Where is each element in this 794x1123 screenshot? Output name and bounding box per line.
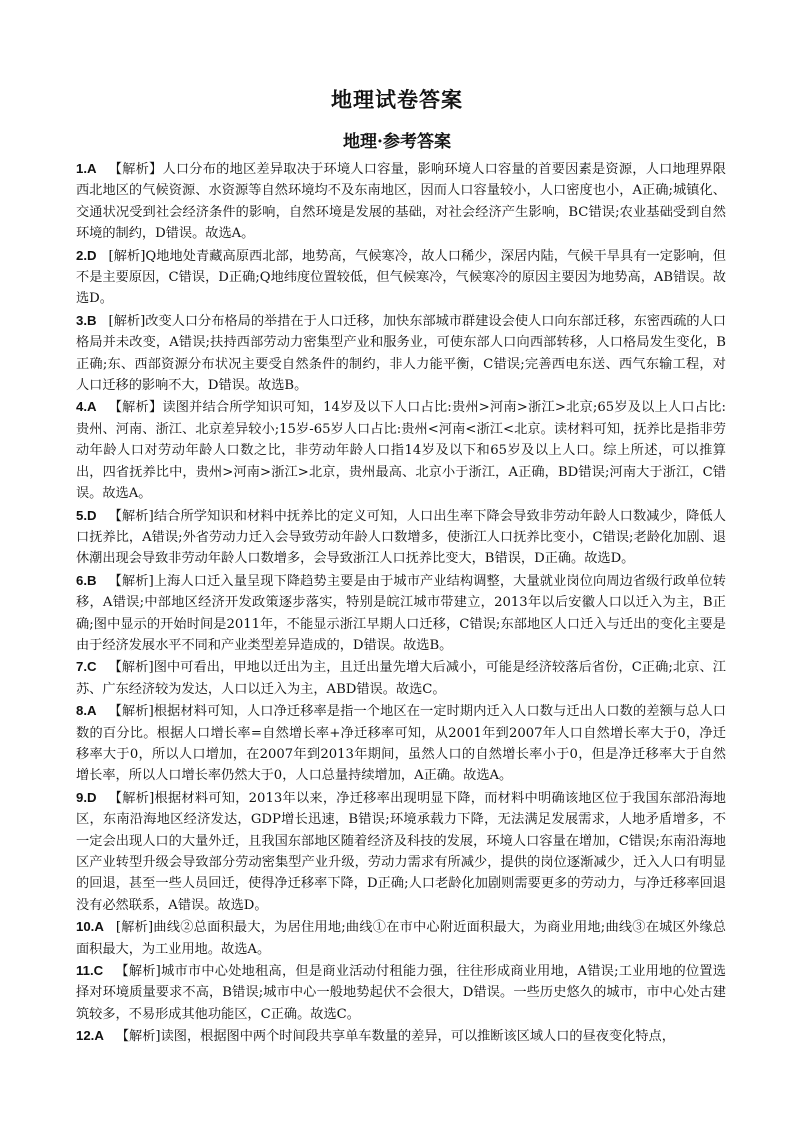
answer-number: 5.D (76, 507, 97, 523)
answer-list (76, 158, 726, 1048)
answer-item-7 (76, 656, 726, 700)
answer-number: 11.C (76, 963, 104, 979)
answer-item-10 (76, 916, 726, 960)
answer-explanation: 【解析]根据材料可知，人口净迁移率是指一个地区在一定时期内迁入人口数与迁出人口数的差额与总人口数的百分比。根据人口增长率=自然增长率+净迁移率可知，从2001年到2007年人口自然增长率大于0，净迁移率大于0，所以人口增加，在2007年到2013年期间，虽然人口的自然增长率小于0，但是净迁移率大于自然增长率，所以人口增长率仍然大于0，人口总量持续增加，A正确。故选A。 (76, 704, 726, 784)
answer-item-6 (76, 570, 726, 657)
answer-explanation: 【解析]图中可看出，甲地以迁出为主，且迁出量先增大后减小，可能是经济较落后省份，C正确;北京、江苏、广东经济较为发达，人口以迁入为主，ABD错误。故选C。 (76, 660, 726, 697)
page-title: 地理试卷答案 (331, 87, 463, 112)
answer-number: 12.A (76, 1028, 104, 1044)
answer-number: 10.A (76, 919, 104, 935)
answer-explanation: 【解析]读图，根据图中两个时间段共享单车数量的差异，可以推断该区域人口的昼夜变化特点， (115, 1029, 675, 1045)
answer-item-3 (76, 310, 726, 397)
answer-item-11 (76, 960, 726, 1025)
answer-number: 2.D (76, 247, 97, 263)
answer-explanation: 【解析]上海人口迁入量呈现下降趋势主要是由于城市产业结构调整，大量就业岗位向周边省级行政单位转移，A错误;中部地区经济开发政策逐步落实，特别是皖江城市带建立，2013年以后安徽人口以迁入为主，B正确;图中显示的开始时间是2011年，不能显示浙江早期人口迁移，C错误;东部地区人口迁入与迁出的变化主要是由于经济发展水平不同和产业类型差异造成的，D错误。故选B。 (76, 573, 726, 653)
answer-explanation: [解析]Q地地处青藏高原西北部，地势高，气候寒冷，故人口稀少，深居内陆，气候干旱具有一定影响，但不是主要原因，C错误，D正确;Q地纬度位置较低，但气候寒冷，气候寒冷的原因主要因为地势高，AB错误。故选D。 (76, 248, 726, 307)
answer-item-8 (76, 700, 726, 787)
answer-item-9 (76, 787, 726, 916)
answer-explanation: 【解析】人口分布的地区差异取决于环境人口容量，影响环境人口容量的首要因素是资源，人口地理界限西北地区的气候资源、水资源等自然环境均不及东南地区，因而人口容量较小，人口密度也小，A正确;城镇化、交通状况受到社会经济条件的影响，自然环境是发展的基础，对社会经济产生影响，BC错误;农业基础受到自然环境的制约，D错误。故选A。 (76, 162, 726, 242)
answer-number: 7.C (76, 659, 97, 675)
answer-item-1 (76, 158, 726, 245)
answer-number: 9.D (76, 789, 97, 805)
answer-number: 6.B (76, 572, 97, 588)
answer-explanation: 【解析]城市市中心处地租高，但是商业活动付租能力强，往往形成商业用地，A错误;工业用地的位置选择对环境质量要求不高，B错误;城市中心一般地势起伏不会很大，D错误。一些历史悠久的城市，市中心处古建筑较多，不易形成其他功能区，C正确。故选C。 (76, 964, 726, 1022)
answer-explanation: 【解析】读图并结合所学知识可知，14岁及以下人口占比:贵州>河南>浙江>北京;65岁及以上人口占比:贵州、河南、浙江、北京差异较小;15岁-65岁人口占比:贵州<河南<浙江<北京。读材料可知，抚养比是指非劳动年龄人口对劳动年龄人口数之比，非劳动年龄人口指14岁及以下和65岁及以上人口。综上所述，可以推算出，四省抚养比中，贵州>河南>浙江>北京，贵州最高、北京小于浙江，A正确，BD错误;河南大于浙江，C错误。故选A。 (76, 400, 726, 502)
answer-explanation: [解析]曲线②总面积最大，为居住用地;曲线①在市中心附近面积最大，为商业用地;曲线③在城区外缘总面积最大，为工业用地。故选A。 (76, 920, 726, 957)
answer-explanation: 【解析]结合所学知识和材料中抚养比的定义可知，人口出生率下降会导致非劳动年龄人口数减少，降低人口抚养比，A错误;外省劳动力迁入会导致劳动年龄人口数增多，使浙江人口抚养比变小，C错误;老龄化加剧、退休潮出现会导致非劳动年龄人口数增多，会导致浙江人口抚养比变大，B错误，D正确。故选D。 (76, 508, 726, 567)
answer-number: 4.A (76, 399, 97, 415)
answer-item-5 (76, 505, 726, 570)
answer-number: 8.A (76, 703, 97, 719)
page-subtitle: 地理·参考答案 (343, 132, 451, 152)
answer-item-4 (76, 396, 726, 504)
answer-number: 1.A (76, 161, 97, 176)
answer-number: 3.B (76, 312, 97, 328)
answer-explanation: 【解析]根据材料可知，2013年以来，净迁移率出现明显下降，而材料中明确该地区位于我国东部沿海地区，东南沿海地区经济发达，GDP增长迅速，B错误;环境承载力下降，无法满足发展需求，人地矛盾增多，不一定会出现人口的大量外迁，且我国东部地区随着经济及科技的发展，环境人口容量在增加，C错误;东南沿海地区产业转型升级会导致部分劳动密集型产业升级，劳动力需求有所减少，提供的岗位逐渐减少，迁入人口有明显的回退，甚至一些人员回迁，使得净迁移率下降，D正确;人口老龄化加剧则需要更多的劳动力，与净迁移率回退没有必然联系，A错误。故选D。 (76, 790, 726, 913)
answer-explanation: [解析]改变人口分布格局的举措在于人口迁移，加快东部城市群建设会使人口向东部迁移，东密西疏的人口格局并未改变，A错误;扶持西部劳动力密集型产业和服务业，可使东部人口向西部转移，人口格局发生变化，B正确;东、西部资源分布状况主要受自然条件的制约，非人力能平衡，C错误;完善西电东送、西气东输工程，对人口迁移的影响不大，D错误。故选B。 (76, 313, 726, 394)
answer-item-12 (76, 1025, 726, 1047)
answer-item-2 (76, 245, 726, 310)
